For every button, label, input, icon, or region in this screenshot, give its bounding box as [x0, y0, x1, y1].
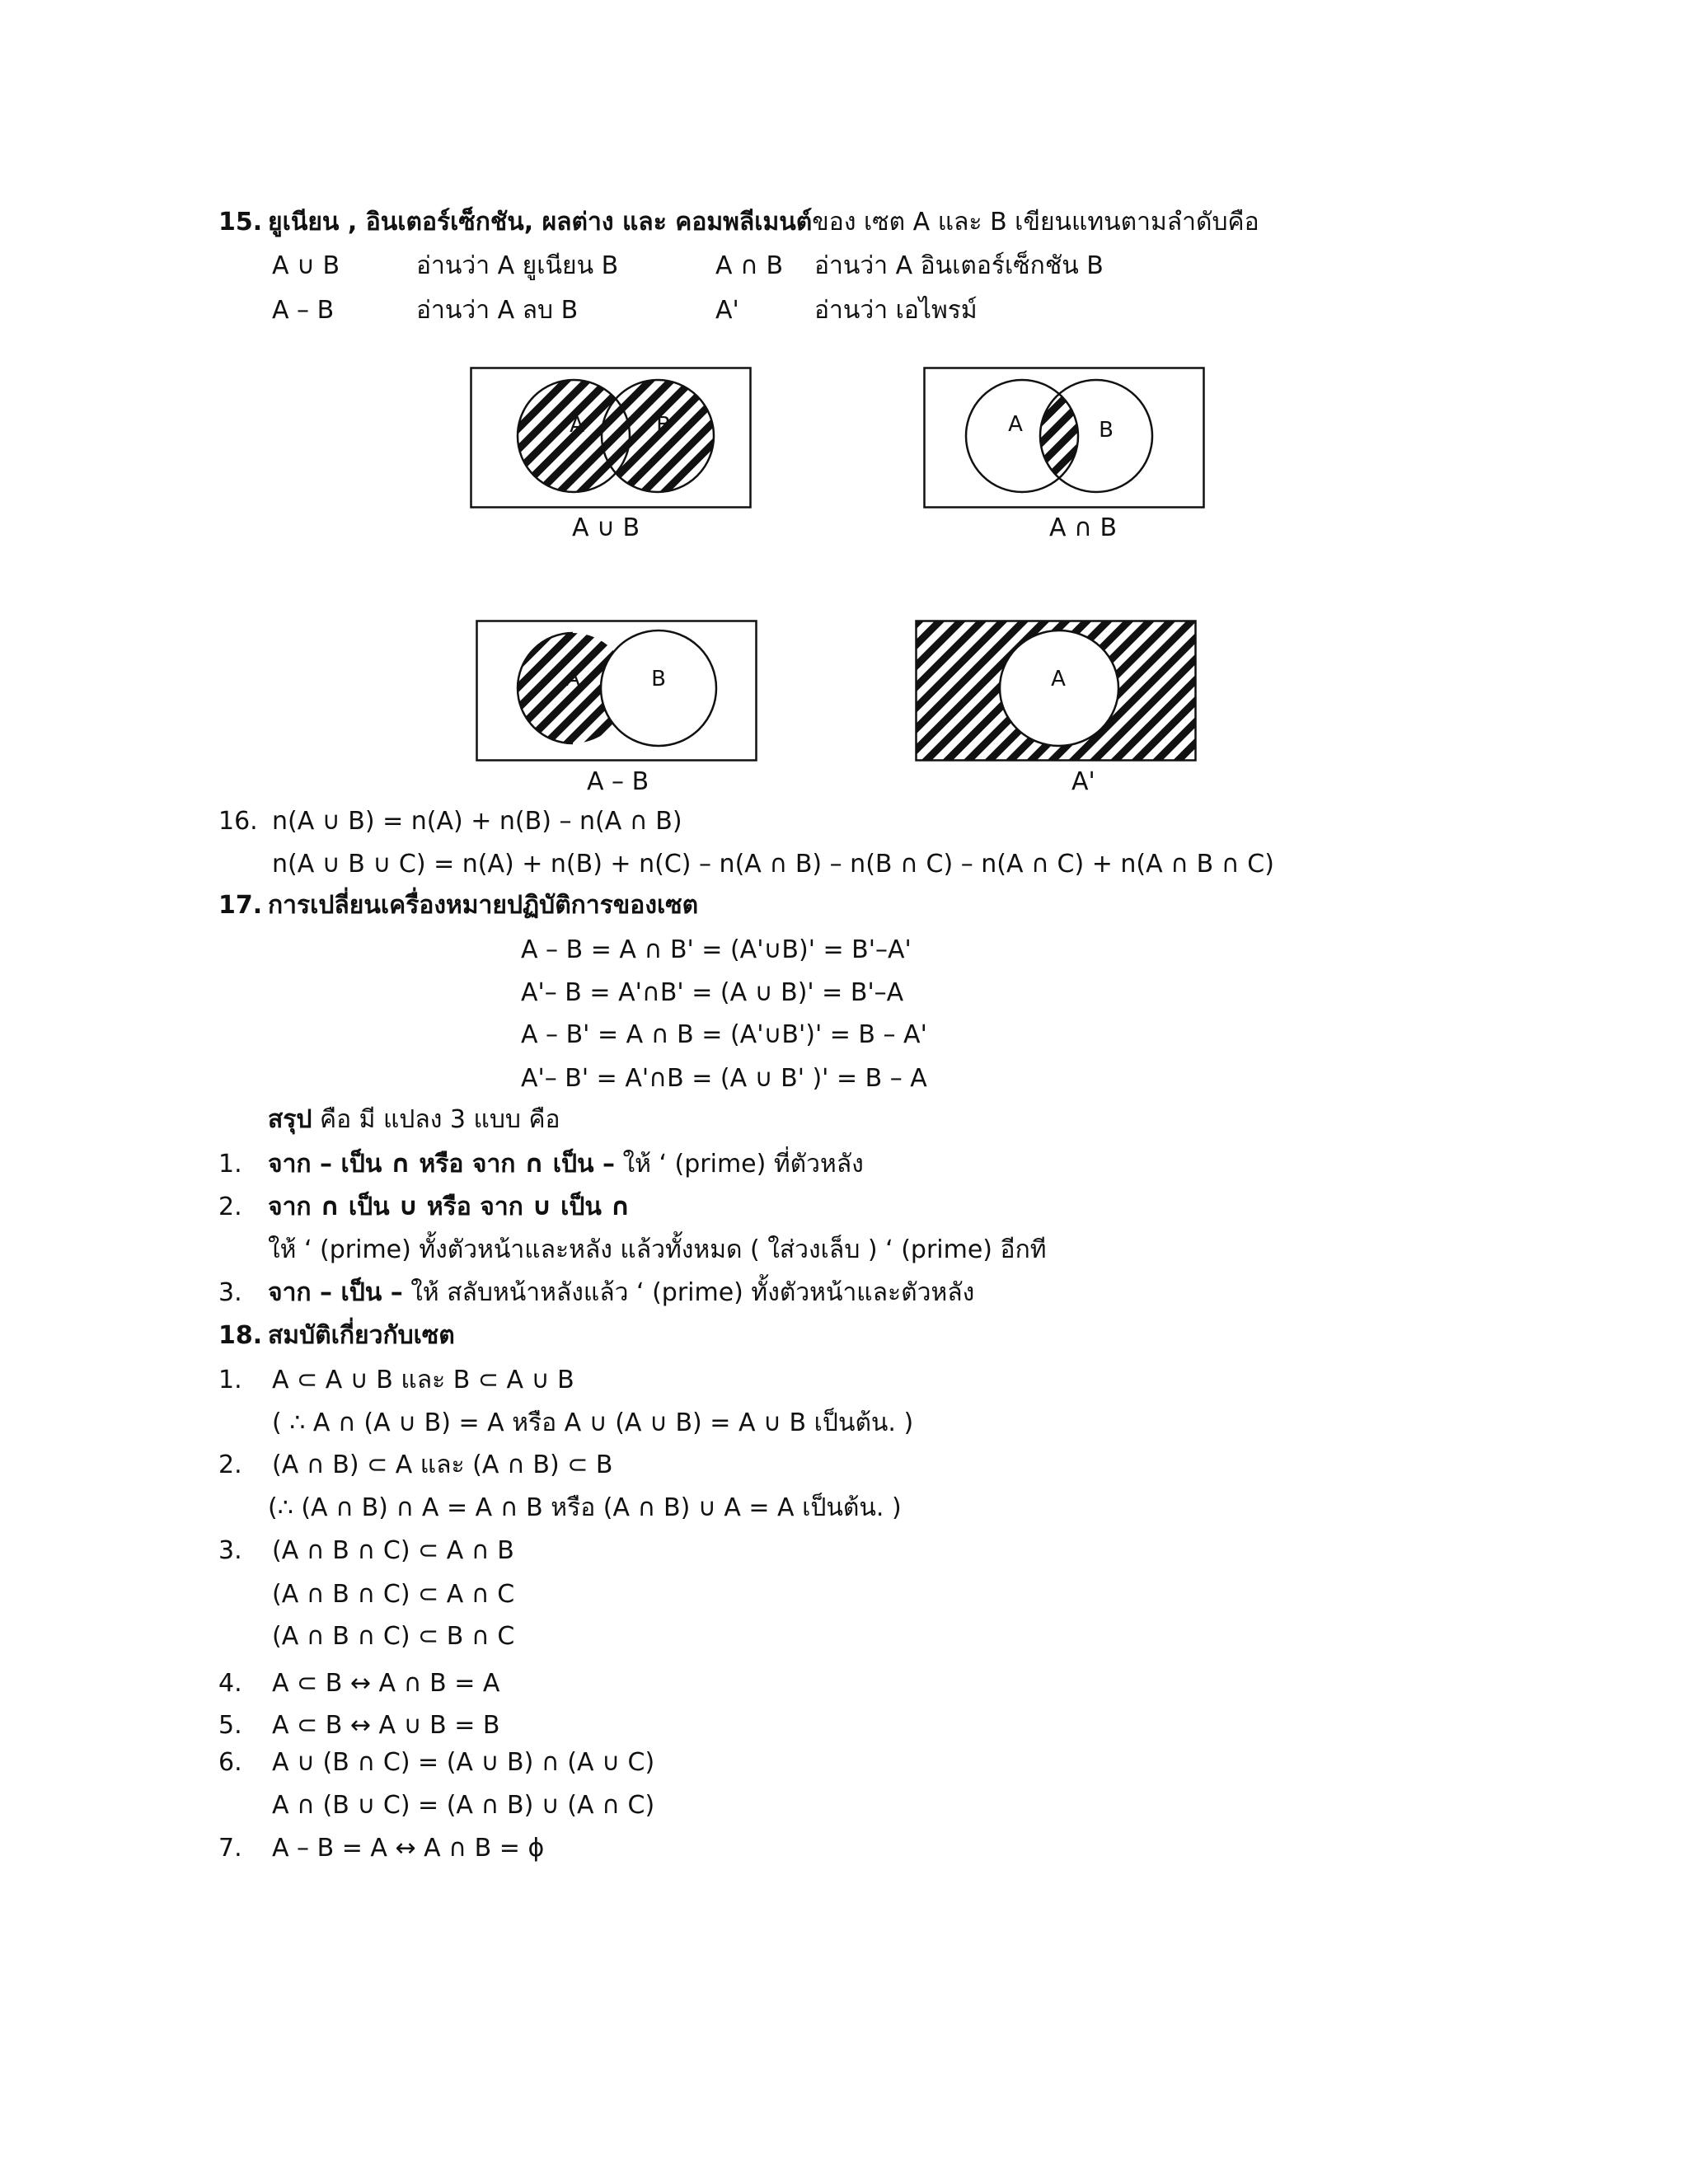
rule-rest: ให้ ‘ (prime) ทั้งตัวหน้าและหลัง แล้วทั้งหมด ( ใส่วงเล็บ ) ‘ (prime) อีกที	[268, 1235, 1047, 1264]
rule-bold: จาก ∩ เป็น ∪ หรือ จาก ∪ เป็น ∩	[268, 1193, 631, 1221]
rule-bold: จาก – เป็น –	[268, 1278, 403, 1307]
venn-union-diagram	[470, 367, 752, 509]
venn-intersection-diagram	[923, 367, 1205, 509]
section-16-number: 16.	[218, 807, 258, 836]
section-17-title: การเปลี่ยนเครื่องหมายปฏิบัติการของเซต	[268, 891, 699, 920]
formula-two-sets: n(A ∪ B) = n(A) + n(B) – n(A ∩ B)	[272, 807, 682, 836]
property-number: 4.	[218, 1669, 242, 1698]
property-text: A ⊂ A ∪ B และ B ⊂ A ∪ B	[272, 1366, 574, 1394]
property-number: 1.	[218, 1366, 242, 1394]
property-text: A – B = A ↔ A ∩ B = ϕ	[272, 1834, 545, 1863]
rule-rest: ให้ สลับหน้าหลังแล้ว ‘ (prime) ทั้งตัวหน้าและตัวหลัง	[402, 1278, 975, 1307]
rule-rest: ให้ ‘ (prime) ที่ตัวหลัง	[614, 1150, 864, 1179]
conversion-formula: A'– B' = A'∩B = (A ∪ B' )' = B – A	[521, 1064, 927, 1093]
formula-three-sets: n(A ∪ B ∪ C) = n(A) + n(B) + n(C) – n(A ∩ B) – n(B ∩ C) – n(A ∩ C) + n(A ∩ B ∩ C)	[272, 850, 1274, 879]
union-symbol: A ∪ B	[272, 251, 340, 280]
property-number: 3.	[218, 1536, 242, 1565]
conversion-formula: A'– B = A'∩B' = (A ∪ B)' = B'–A	[521, 978, 904, 1007]
property-text: (∴ (A ∩ B) ∩ A = A ∩ B หรือ (A ∩ B) ∪ A = A เป็นต้น. )	[268, 1493, 902, 1522]
property-number: 5.	[218, 1711, 242, 1740]
property-text: (A ∩ B ∩ C) ⊂ B ∩ C	[272, 1622, 515, 1651]
section-15-title-bold: ยูเนียน , อินเตอร์เซ็กชัน, ผลต่าง และ คอมพลีเมนต์	[268, 208, 813, 237]
property-text: (A ∩ B) ⊂ A และ (A ∩ B) ⊂ B	[272, 1451, 613, 1479]
label-b: B	[656, 413, 671, 438]
section-15-heading	[268, 210, 1259, 235]
label-a: A	[1051, 667, 1066, 691]
section-15-title-rest: ของ เซต A และ B เขียนแทนตามลำดับคือ	[812, 208, 1259, 237]
intersection-symbol: A ∩ B	[715, 251, 784, 280]
rule-number: 1.	[218, 1150, 242, 1179]
label-a: A	[570, 413, 584, 438]
complement-reading: อ่านว่า เอไพรม์	[814, 296, 978, 325]
union-reading: อ่านว่า A ยูเนียน B	[416, 251, 619, 280]
summary-text: คือ มี แปลง 3 แบบ คือ	[320, 1105, 560, 1134]
rule-number: 3.	[218, 1278, 242, 1307]
label-b: B	[651, 667, 666, 691]
property-text: (A ∩ B ∩ C) ⊂ A ∩ B	[272, 1536, 514, 1565]
property-text: ( ∴ A ∩ (A ∪ B) = A หรือ A ∪ (A ∪ B) = A ∪ B เป็นต้น. )	[272, 1408, 914, 1437]
rule-text	[268, 1195, 631, 1220]
complement-caption: A'	[1071, 767, 1095, 796]
section-18-title: สมบัติเกี่ยวกับเซต	[268, 1321, 455, 1350]
conversion-formula: A – B = A ∩ B' = (A'∪B)' = B'–A'	[521, 935, 912, 964]
section-15-number: 15.	[218, 208, 263, 237]
property-text: A ∪ (B ∩ C) = (A ∪ B) ∩ (A ∪ C)	[272, 1748, 655, 1777]
property-text: (A ∩ B ∩ C) ⊂ A ∩ C	[272, 1580, 515, 1609]
rule-text	[268, 1152, 864, 1177]
intersection-caption: A ∩ B	[1049, 513, 1118, 542]
rule-text	[268, 1278, 975, 1307]
summary-line	[268, 1105, 560, 1134]
label-a: A	[565, 667, 580, 691]
rule-number: 2.	[218, 1193, 242, 1221]
difference-symbol: A – B	[272, 296, 335, 325]
rule-bold: จาก – เป็น ∩ หรือ จาก ∩ เป็น –	[268, 1150, 615, 1179]
venn-difference-diagram	[476, 620, 757, 762]
property-number: 7.	[218, 1834, 242, 1863]
property-text: A ⊂ B ↔ A ∪ B = B	[272, 1711, 500, 1740]
section-17-number: 17.	[218, 891, 263, 920]
label-b: B	[1099, 418, 1114, 443]
difference-reading: อ่านว่า A ลบ B	[416, 296, 579, 325]
summary-label: สรุป	[268, 1105, 312, 1134]
complement-symbol: A'	[715, 296, 739, 325]
union-caption: A ∪ B	[572, 513, 640, 542]
venn-complement-diagram	[915, 620, 1197, 762]
rule-text	[268, 1235, 1047, 1264]
conversion-formula: A – B' = A ∩ B = (A'∪B')' = B – A'	[521, 1020, 927, 1049]
intersection-reading: อ่านว่า A อินเตอร์เซ็กชัน B	[814, 251, 1104, 280]
property-text: A ⊂ B ↔ A ∩ B = A	[272, 1669, 500, 1698]
property-text: A ∩ (B ∪ C) = (A ∩ B) ∪ (A ∩ C)	[272, 1791, 655, 1820]
section-18-number: 18.	[218, 1321, 263, 1350]
difference-caption: A – B	[587, 767, 649, 796]
property-number: 6.	[218, 1748, 242, 1777]
label-a: A	[1008, 412, 1023, 437]
property-number: 2.	[218, 1451, 242, 1479]
